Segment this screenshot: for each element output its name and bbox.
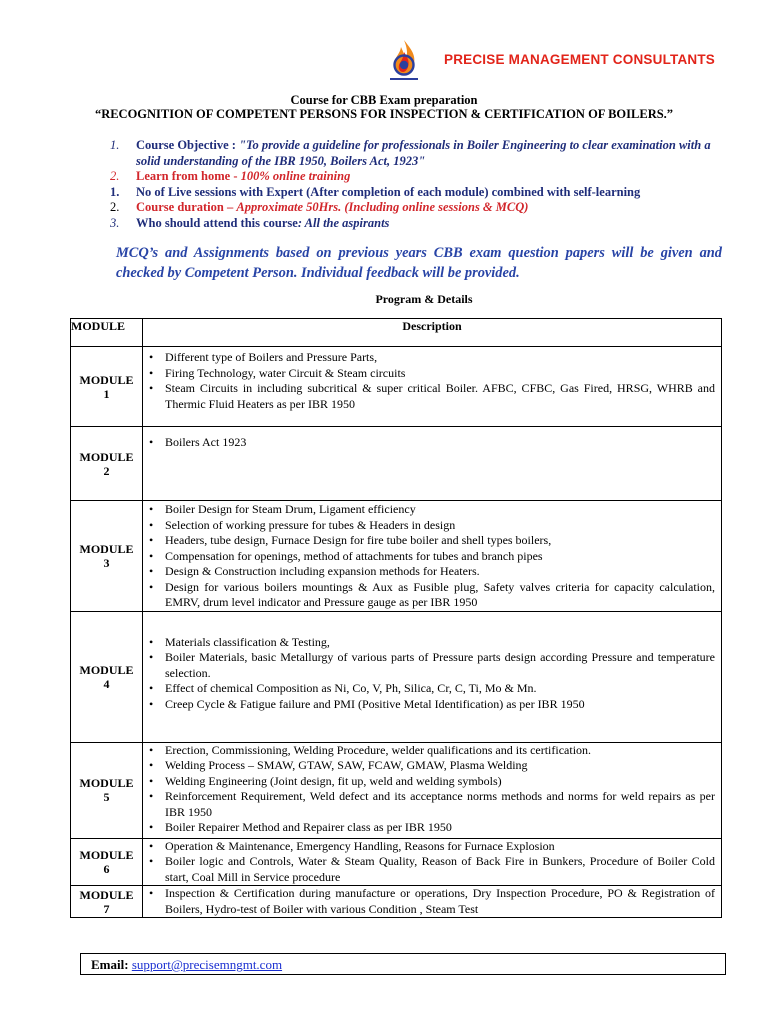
table-row [71, 501, 722, 612]
list-item: • Inspection & Certification during manufacture or operations, Dry Inspection Procedure, PO & Registration of Boilers, Hydro-test of Boiler with various Condition , Steam Test [165, 886, 715, 917]
list-item: • Boilers Act 1923 [165, 435, 715, 451]
list-item: • Firing Technology, water Circuit & Steam circuits [165, 366, 715, 382]
course-info-list [110, 138, 722, 231]
module-number: 3 [103, 555, 110, 570]
learning-mode-item [110, 169, 722, 185]
module-number: 7 [103, 901, 110, 916]
list-item: • Effect of chemical Composition as Ni, Co, V, Ph, Silica, Cr, C, Ti, Mo & Mn. [165, 681, 715, 697]
module-cell [71, 611, 143, 742]
module-label: MODULE [79, 887, 134, 902]
list-item: • Steam Circuits in including subcritical & super critical Boiler. AFBC, CFBC, Gas Fired, HRSG, WHRB and Thermic Fluid Heaters as per IBR 1950 [165, 381, 715, 412]
audience-label: Who should attend this course [136, 215, 298, 230]
list-item: • Materials classification & Testing, [165, 635, 715, 651]
objective-label: Course Objective : [136, 138, 240, 152]
module-label: MODULE [79, 662, 134, 677]
list-item: • Design for various boilers mountings & Aux as Fusible plug, Safety valves criteria for capacity calculation, EMRV, drum level indicator and Pressure gauge as per IBR 1950 [165, 580, 715, 611]
list-item: • Reinforcement Requirement, Weld defect and its acceptance norms methods and norms for weld repairs as per IBR 1950 [165, 789, 715, 820]
learning-mode-value: 100% online training [240, 169, 351, 183]
column-header-description: Description [143, 319, 722, 347]
course-title: Course for CBB Exam preparation [290, 93, 478, 107]
program-heading: Program & Details [375, 292, 473, 306]
table-header-row [71, 319, 722, 347]
module-cell [71, 501, 143, 612]
module-label: MODULE [79, 449, 134, 464]
module-label: MODULE [79, 541, 134, 556]
course-duration-item [110, 200, 722, 216]
modules-table [70, 318, 722, 918]
list-item: • Boiler Materials, basic Metallurgy of various parts of Pressure parts design according Pressure and temperature selection. [165, 650, 715, 681]
table-row [71, 742, 722, 838]
list-item: • Compensation for openings, method of attachments for tubes and branch pipes [165, 549, 715, 565]
list-item: • Boiler logic and Controls, Water & Steam Quality, Reason of Back Fire in Bunkers, Procedure of Boiler Cold start, Coal Mill in Service procedure [165, 854, 715, 885]
list-number: 3. [110, 215, 120, 230]
course-duration-value: Approximate 50Hrs. (Including online sessions & MCQ) [236, 200, 529, 214]
module-number: 4 [103, 676, 110, 691]
table-row [71, 347, 722, 427]
list-item: • Different type of Boilers and Pressure Parts, [165, 350, 715, 366]
list-item: • Selection of working pressure for tubes & Headers in design [165, 518, 715, 534]
audience-value: : All the aspirants [297, 215, 390, 230]
list-number: 1. [110, 184, 120, 199]
table-row [71, 886, 722, 918]
module-cell [71, 886, 143, 918]
live-sessions-item [110, 185, 722, 201]
list-number: 2. [110, 200, 120, 214]
table-row [71, 611, 722, 742]
mcq-note: MCQ’s and Assignments based on previous years CBB exam question papers will be given and checked by Competent Person. Individual feedback will be provided. [116, 245, 722, 281]
module-number: 5 [103, 790, 110, 804]
description-cell [143, 347, 722, 427]
module-label: MODULE [79, 372, 134, 387]
list-item: • Erection, Commissioning, Welding Procedure, welder qualifications and its certification. [165, 743, 715, 759]
course-duration-label: Course duration – [136, 200, 237, 214]
description-cell [143, 427, 722, 501]
list-item: • Boiler Design for Steam Drum, Ligament efficiency [165, 502, 715, 518]
module-cell [71, 347, 143, 427]
list-number: 1. [110, 138, 120, 152]
list-number: 2. [110, 169, 120, 183]
audience-item [110, 216, 722, 232]
list-item: • Headers, tube design, Furnace Design for fire tube boiler and shell types boilers, [165, 533, 715, 549]
module-cell [71, 742, 143, 838]
email-link[interactable]: support@precisemngmt.com [131, 957, 283, 972]
table-row [71, 838, 722, 886]
description-cell [143, 611, 722, 742]
module-number: 2 [103, 463, 110, 478]
learning-mode-label: Learn from home - [136, 169, 241, 183]
module-cell [71, 427, 143, 501]
list-item: • Creep Cycle & Fatigue failure and PMI (Positive Metal Identification) as per IBR 1950 [165, 697, 715, 713]
contact-footer [80, 953, 726, 975]
module-number: 1 [103, 386, 110, 401]
list-item: • Welding Engineering (Joint design, fit up, weld and welding symbols) [165, 774, 715, 790]
list-item: • Operation & Maintenance, Emergency Handling, Reasons for Furnace Explosion [165, 839, 715, 855]
company-name: PRECISE MANAGEMENT CONSULTANTS [444, 52, 716, 67]
description-cell [143, 501, 722, 612]
table-row [71, 427, 722, 501]
list-item: • Boiler Repairer Method and Repairer class as per IBR 1950 [165, 820, 715, 836]
column-header-module: MODULE [71, 319, 143, 347]
description-cell [143, 886, 722, 918]
module-label: MODULE [79, 776, 134, 790]
live-sessions-label: No of Live sessions with Expert (After completion of each module) combined with self-learning [136, 184, 641, 199]
description-cell [143, 742, 722, 838]
description-cell [143, 838, 722, 886]
module-number: 6 [103, 861, 110, 876]
list-item: • Welding Process – SMAW, GTAW, SAW, FCAW, GMAW, Plasma Welding [165, 758, 715, 774]
module-label: MODULE [79, 847, 134, 862]
company-logo-icon [386, 38, 422, 86]
course-subtitle: “RECOGNITION OF COMPETENT PERSONS FOR INSPECTION & CERTIFICATION OF BOILERS.” [94, 107, 674, 121]
module-cell [71, 838, 143, 886]
objective-text: "To provide a guideline for professionals in Boiler Engineering to clear examination with a solid understanding of the IBR 1950, Boilers Act, 1923" [136, 138, 711, 168]
objective-item [110, 138, 722, 169]
list-item: • Design & Construction including expansion methods for Heaters. [165, 564, 715, 580]
email-label: Email: [91, 957, 132, 972]
